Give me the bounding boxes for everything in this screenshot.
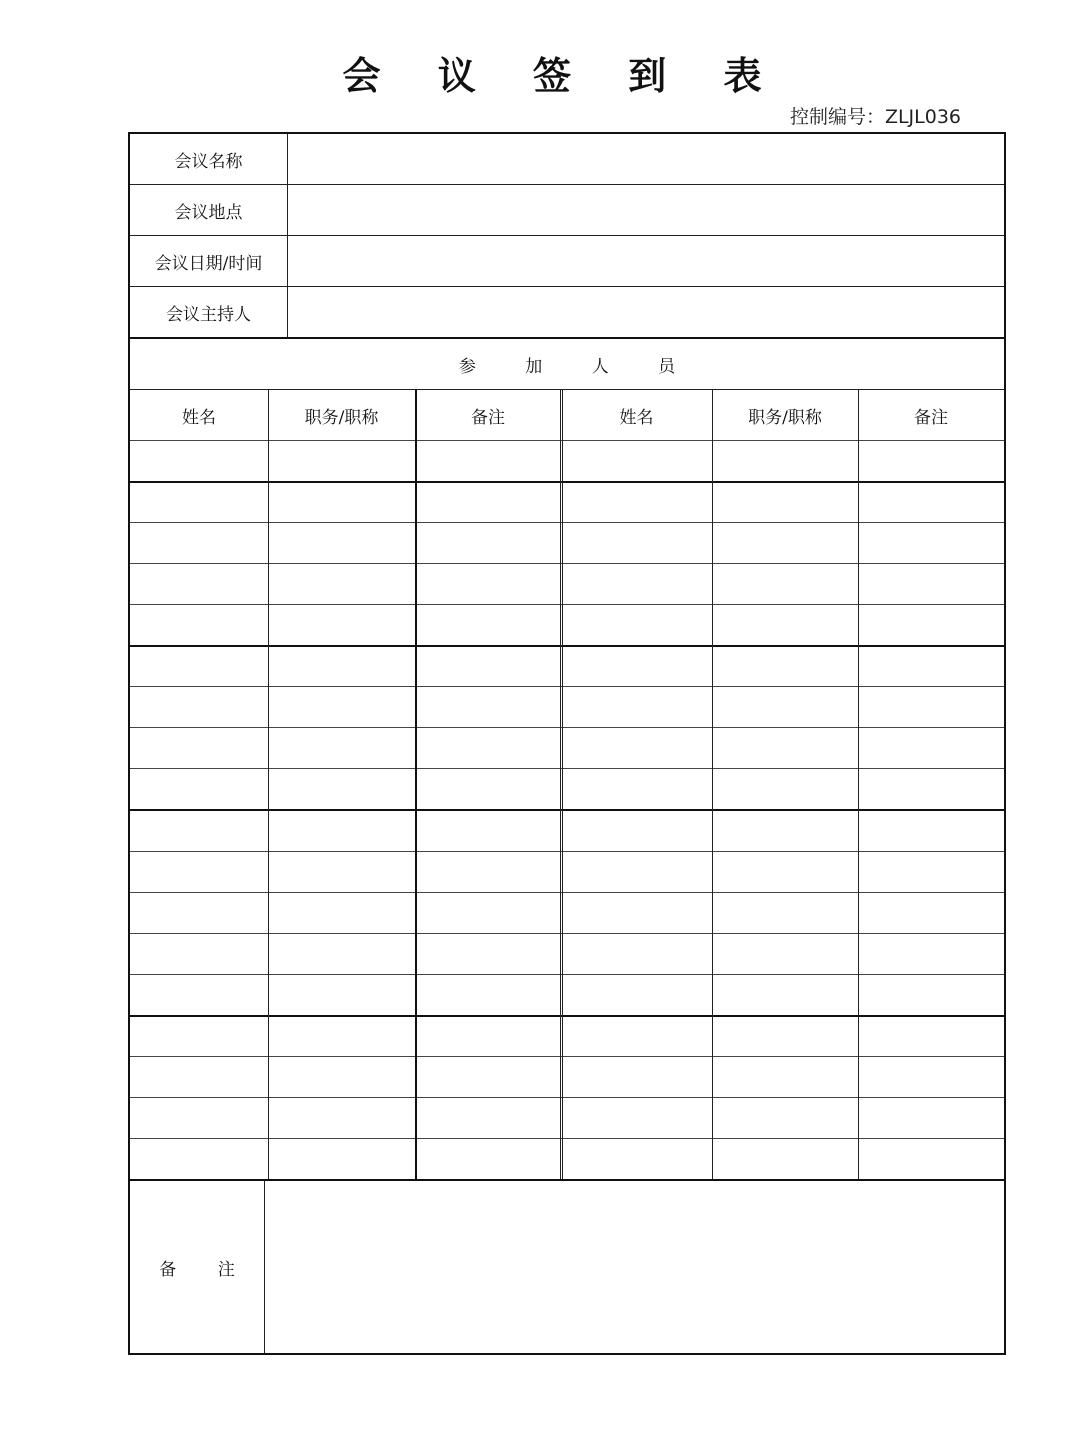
table-cell[interactable]	[563, 853, 710, 890]
table-cell[interactable]	[714, 1099, 856, 1136]
table-cell[interactable]	[132, 976, 266, 1013]
table-cell[interactable]	[563, 729, 710, 766]
table-cell[interactable]	[270, 853, 413, 890]
table-cell[interactable]	[417, 606, 559, 643]
table-cell[interactable]	[270, 976, 413, 1013]
table-cell[interactable]	[714, 729, 856, 766]
row-divider	[130, 892, 1004, 893]
table-cell[interactable]	[132, 647, 266, 684]
table-cell[interactable]	[417, 483, 559, 520]
row-divider	[130, 1138, 1004, 1139]
table-cell[interactable]	[132, 442, 266, 479]
table-cell[interactable]	[563, 483, 710, 520]
table-cell[interactable]	[417, 565, 559, 602]
table-cell[interactable]	[270, 1099, 413, 1136]
table-cell[interactable]	[860, 811, 1002, 848]
row-divider	[130, 727, 1004, 728]
info-row-meeting-datetime	[130, 236, 1004, 287]
table-cell[interactable]	[714, 894, 856, 931]
row-divider	[130, 933, 1004, 934]
table-cell[interactable]	[563, 935, 710, 972]
row-divider	[130, 563, 1004, 564]
table-cell[interactable]	[270, 565, 413, 602]
table-cell[interactable]	[132, 935, 266, 972]
table-cell[interactable]	[417, 1099, 559, 1136]
table-cell[interactable]	[417, 524, 559, 561]
info-row-meeting-location	[130, 185, 1004, 236]
info-row-meeting-host	[130, 287, 1004, 337]
table-cell[interactable]	[132, 1140, 266, 1177]
meeting-name-field[interactable]	[288, 134, 1004, 184]
control-code: 控制编号：ZLJL036	[789, 106, 961, 128]
table-cell[interactable]	[417, 729, 559, 766]
table-cell[interactable]	[714, 565, 856, 602]
table-cell[interactable]	[860, 647, 1002, 684]
header-divider	[130, 440, 1004, 441]
table-cell[interactable]	[270, 483, 413, 520]
table-cell[interactable]	[860, 606, 1002, 643]
column-divider	[858, 390, 859, 1179]
table-cell[interactable]	[860, 688, 1002, 725]
table-cell[interactable]	[270, 935, 413, 972]
column-divider	[712, 390, 713, 1179]
table-cell[interactable]	[132, 688, 266, 725]
remarks-row	[130, 1179, 1004, 1353]
table-cell[interactable]	[270, 729, 413, 766]
table-cell[interactable]	[563, 894, 710, 931]
table-cell[interactable]	[132, 606, 266, 643]
table-cell[interactable]	[563, 1058, 710, 1095]
remarks-field[interactable]	[265, 1181, 1004, 1353]
table-cell[interactable]	[417, 894, 559, 931]
table-cell[interactable]	[270, 1140, 413, 1177]
row-divider	[130, 645, 1004, 647]
table-cell[interactable]	[714, 976, 856, 1013]
table-cell[interactable]	[417, 1017, 559, 1054]
row-divider	[130, 522, 1004, 523]
table-cell[interactable]	[132, 853, 266, 890]
table-cell[interactable]	[417, 853, 559, 890]
table-cell[interactable]	[132, 565, 266, 602]
table-cell[interactable]	[132, 811, 266, 848]
table-cell[interactable]	[714, 853, 856, 890]
column-header: 备注	[914, 407, 948, 428]
row-divider	[130, 768, 1004, 769]
row-divider	[130, 1015, 1004, 1017]
row-divider	[130, 974, 1004, 975]
table-cell[interactable]	[132, 1017, 266, 1054]
table-cell[interactable]	[132, 1058, 266, 1095]
table-cell[interactable]	[714, 442, 856, 479]
table-cell[interactable]	[132, 729, 266, 766]
table-cell[interactable]	[714, 606, 856, 643]
table-cell[interactable]	[860, 1017, 1002, 1054]
column-divider	[415, 390, 417, 1179]
meeting-datetime-label: 会议日期/时间	[130, 236, 288, 286]
table-cell[interactable]	[563, 565, 710, 602]
table-cell[interactable]	[860, 770, 1002, 807]
table-cell[interactable]	[860, 935, 1002, 972]
row-divider	[130, 809, 1004, 811]
table-cell[interactable]	[860, 1058, 1002, 1095]
table-cell[interactable]	[270, 1058, 413, 1095]
table-cell[interactable]	[417, 1140, 559, 1177]
table-cell[interactable]	[714, 935, 856, 972]
table-cell[interactable]	[270, 1017, 413, 1054]
meeting-name-label: 会议名称	[130, 134, 288, 184]
table-cell[interactable]	[860, 729, 1002, 766]
table-cell[interactable]	[270, 770, 413, 807]
table-cell[interactable]	[417, 770, 559, 807]
row-divider	[130, 1097, 1004, 1098]
table-cell[interactable]	[860, 483, 1002, 520]
table-cell[interactable]	[563, 688, 710, 725]
table-cell[interactable]	[417, 935, 559, 972]
row-divider	[130, 851, 1004, 852]
table-cell[interactable]	[417, 442, 559, 479]
table-cell[interactable]	[270, 688, 413, 725]
meeting-location-field[interactable]	[288, 185, 1004, 235]
table-cell[interactable]	[417, 688, 559, 725]
table-cell[interactable]	[860, 1099, 1002, 1136]
table-cell[interactable]	[563, 811, 710, 848]
table-cell[interactable]	[714, 1140, 856, 1177]
info-row-meeting-name	[130, 134, 1004, 185]
table-cell[interactable]	[132, 894, 266, 931]
table-cell[interactable]	[563, 442, 710, 479]
table-cell[interactable]	[563, 976, 710, 1013]
column-header: 职务/职称	[304, 407, 379, 428]
table-cell[interactable]	[714, 1058, 856, 1095]
table-cell[interactable]	[270, 524, 413, 561]
table-cell[interactable]	[563, 606, 710, 643]
table-cell[interactable]	[417, 647, 559, 684]
column-header: 姓名	[619, 407, 654, 428]
table-cell[interactable]	[563, 770, 710, 807]
table-cell[interactable]	[563, 1017, 710, 1054]
table-cell[interactable]	[860, 524, 1002, 561]
column-header: 职务/职称	[748, 407, 822, 428]
row-divider	[130, 1056, 1004, 1057]
table-cell[interactable]	[563, 524, 710, 561]
table-cell[interactable]	[860, 1140, 1002, 1177]
meeting-host-label: 会议主持人	[130, 287, 288, 337]
table-cell[interactable]	[714, 688, 856, 725]
sign-in-form	[128, 132, 1006, 1355]
table-cell[interactable]	[417, 976, 559, 1013]
table-cell[interactable]	[714, 483, 856, 520]
table-cell[interactable]	[417, 1058, 559, 1095]
table-cell[interactable]	[563, 1099, 710, 1136]
meeting-datetime-field[interactable]	[288, 236, 1004, 286]
remarks-label: 备 注	[130, 1181, 265, 1353]
table-cell[interactable]	[714, 811, 856, 848]
meeting-location-label: 会议地点	[130, 185, 288, 235]
table-cell[interactable]	[860, 442, 1002, 479]
column-divider	[560, 390, 563, 1179]
table-cell[interactable]	[270, 442, 413, 479]
row-divider	[130, 481, 1004, 483]
table-cell[interactable]	[132, 1099, 266, 1136]
table-cell[interactable]	[132, 483, 266, 520]
participants-section-title: 参 加 人 员	[130, 337, 1004, 390]
meeting-host-field[interactable]	[288, 287, 1004, 337]
table-cell[interactable]	[417, 811, 559, 848]
table-cell[interactable]	[714, 647, 856, 684]
table-cell[interactable]	[714, 524, 856, 561]
table-cell[interactable]	[132, 770, 266, 807]
table-cell[interactable]	[270, 894, 413, 931]
table-cell[interactable]	[270, 606, 413, 643]
table-cell[interactable]	[132, 524, 266, 561]
column-header: 备注	[471, 407, 505, 428]
table-cell[interactable]	[270, 811, 413, 848]
table-cell[interactable]	[714, 770, 856, 807]
table-cell[interactable]	[563, 1140, 710, 1177]
table-cell[interactable]	[270, 647, 413, 684]
table-cell[interactable]	[860, 976, 1002, 1013]
column-divider	[268, 390, 269, 1179]
table-cell[interactable]	[714, 1017, 856, 1054]
participants-table	[130, 390, 1004, 1179]
column-header: 姓名	[182, 407, 216, 428]
table-cell[interactable]	[860, 853, 1002, 890]
page-title: 会 议 签 到 表	[342, 54, 784, 98]
row-divider	[130, 604, 1004, 605]
table-cell[interactable]	[563, 647, 710, 684]
table-cell[interactable]	[860, 565, 1002, 602]
table-cell[interactable]	[860, 894, 1002, 931]
row-divider	[130, 686, 1004, 687]
